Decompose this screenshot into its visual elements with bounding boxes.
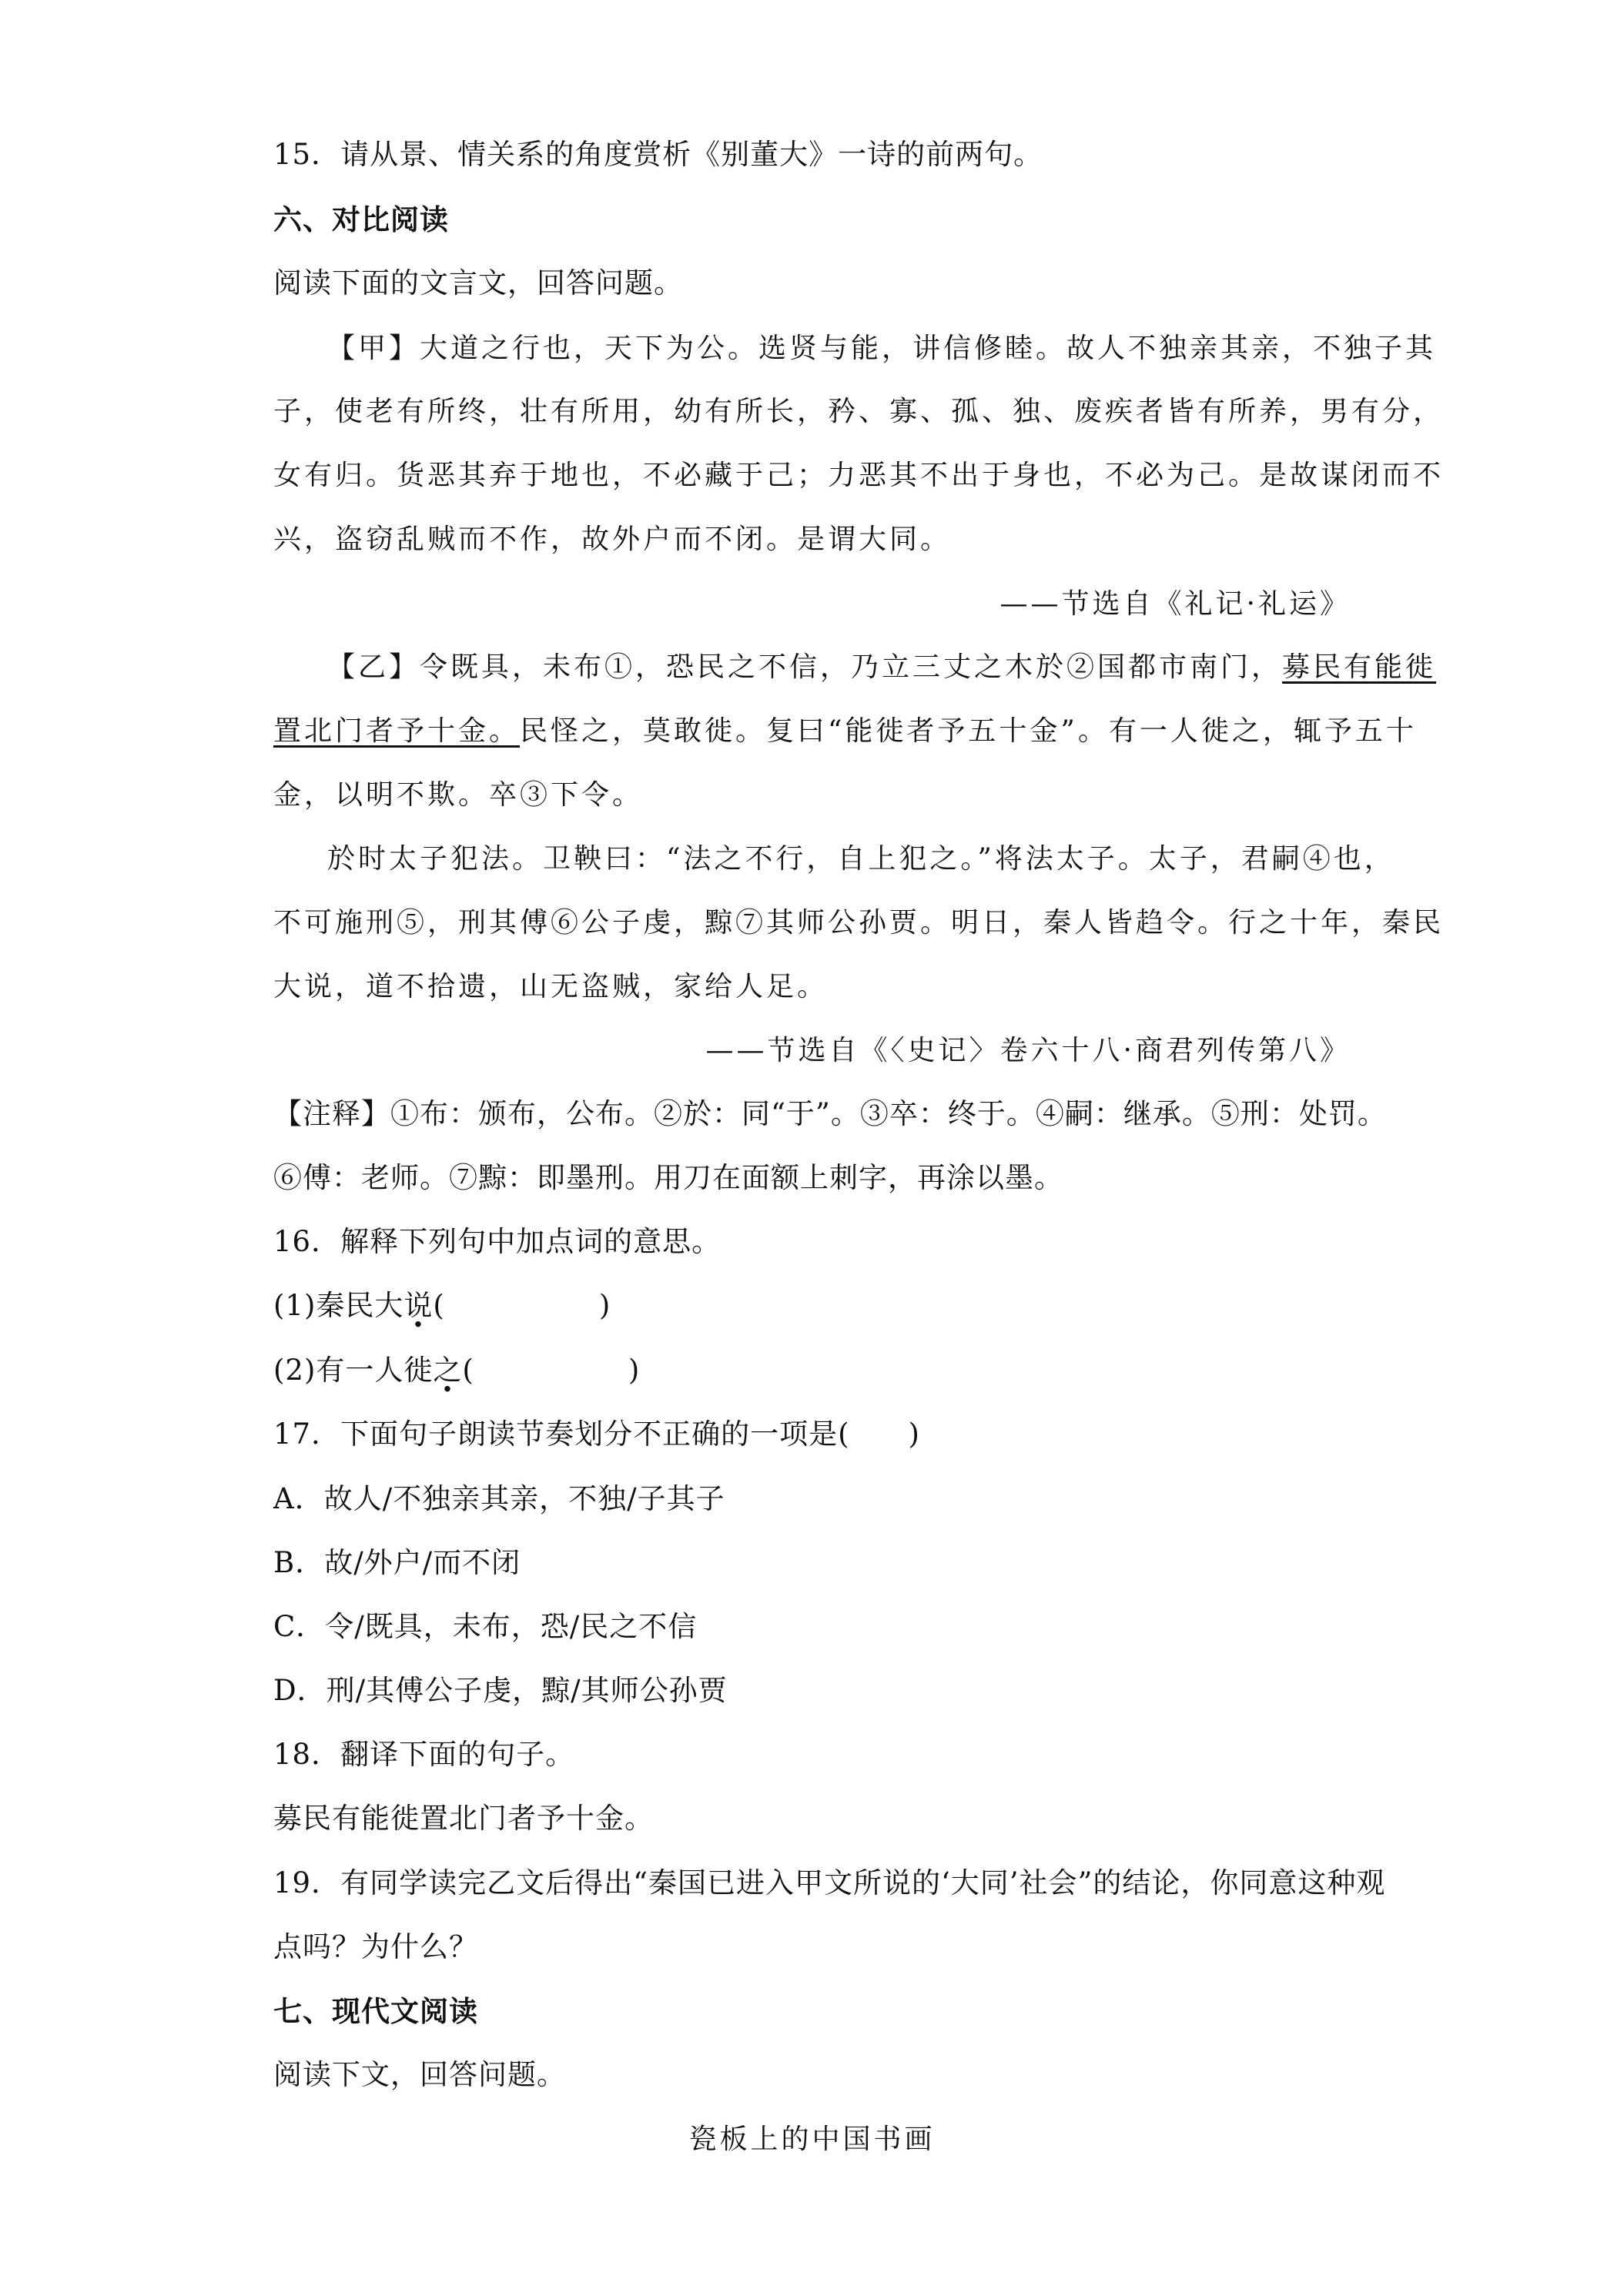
passage-jia-line: 女有归。货恶其弃于地也，不必藏于己；力恶其不出于身也，不必为己。是故谋闭而不 xyxy=(273,460,1445,491)
question-16-item-2: (2)有一人徙之( ) xyxy=(273,1354,641,1387)
passage-jia-line: 子，使老有所终，壮有所用，幼有所长，矜、寡、孤、独、废疾者皆有所养，男有分， xyxy=(273,396,1445,427)
passage-yi-line: 置北门者予十金。民怪之，莫敢徙。复曰“能徙者予五十金”。有一人徙之，辄予五十 xyxy=(273,715,1417,747)
question-16-item-1: (1)秦民大说( ) xyxy=(273,1289,611,1322)
passage-yi-line: 大说，道不拾遗，山无盗贼，家给人足。 xyxy=(273,971,829,1002)
passage-yi-source: ——节选自《〈史记〉卷六十八·商君列传第八》 xyxy=(705,1035,1351,1066)
passage-jia-line: 【甲】大道之行也，天下为公。选贤与能，讲信修睦。故人不独亲其亲，不独子其 xyxy=(327,333,1437,364)
passage-jia-line: 兴，盗窃乱贼而不作，故外户而不闭。是谓大同。 xyxy=(273,524,952,555)
section-7-heading: 七、现代文阅读 xyxy=(273,1994,478,2028)
question-16-stem: 16．解释下列句中加点词的意思。 xyxy=(273,1225,722,1258)
question-17-stem: 17．下面句子朗读节奏划分不正确的一项是( ) xyxy=(273,1417,920,1451)
section-7-instruction: 阅读下文，回答问题。 xyxy=(273,2058,566,2091)
question-18-sentence: 募民有能徙置北门者予十金。 xyxy=(273,1802,654,1835)
notes-line: 【注释】①布：颁布，公布。②於：同“于”。③卒：终于。④嗣：继承。⑤刑：处罚。 xyxy=(273,1097,1387,1130)
question-19-line: 19．有同学读完乙文后得出“秦国已进入甲文所说的‘大同’社会”的结论，你同意这种观 xyxy=(273,1866,1386,1899)
question-18-stem: 18．翻译下面的句子。 xyxy=(273,1738,575,1771)
question-17-option-c[interactable]: C．令/既具，未布，恐/民之不信 xyxy=(273,1610,698,1643)
question-17-option-d[interactable]: D．刑/其傅公子虔，黥/其师公孙贾 xyxy=(273,1674,728,1707)
passage-yi-line: 【乙】令既具，未布①，恐民之不信，乃立三丈之木於②国都市南门，募民有能徙 xyxy=(327,651,1437,683)
question-17-option-b[interactable]: B．故/外户/而不闭 xyxy=(273,1546,521,1579)
passage-yi-line: 於时太子犯法。卫鞅曰：“法之不行，自上犯之。”将法太子。太子，君嗣④也， xyxy=(327,843,1395,875)
dotted-word: 之 xyxy=(433,1354,463,1387)
passage-yi-line: 金，以明不欺。卒③下令。 xyxy=(273,779,644,811)
underlined-sentence: 置北门者予十金。 xyxy=(273,715,521,747)
underlined-sentence: 募民有能徙 xyxy=(1282,651,1437,683)
question-19-line: 点吗？为什么？ xyxy=(273,1930,478,1963)
notes-line: ⑥傅：老师。⑦黥：即墨刑。用刀在面额上刺字，再涂以墨。 xyxy=(273,1161,1063,1194)
section-6-heading: 六、对比阅读 xyxy=(273,202,449,236)
passage-jia-source: ——节选自《礼记·礼运》 xyxy=(1000,588,1351,620)
dotted-word: 说 xyxy=(403,1289,434,1322)
article-title: 瓷板上的中国书画 xyxy=(688,2124,936,2155)
question-17-option-a[interactable]: A．故人/不独亲其亲，不独/子其子 xyxy=(273,1482,725,1515)
passage-yi-line: 不可施刑⑤，刑其傅⑥公子虔，黥⑦其师公孙贾。明日，秦人皆趋令。行之十年，秦民 xyxy=(273,907,1445,939)
section-6-instruction: 阅读下面的文言文，回答问题。 xyxy=(273,266,683,300)
question-15: 15．请从景、情关系的角度赏析《别董大》一诗的前两句。 xyxy=(273,138,1043,171)
